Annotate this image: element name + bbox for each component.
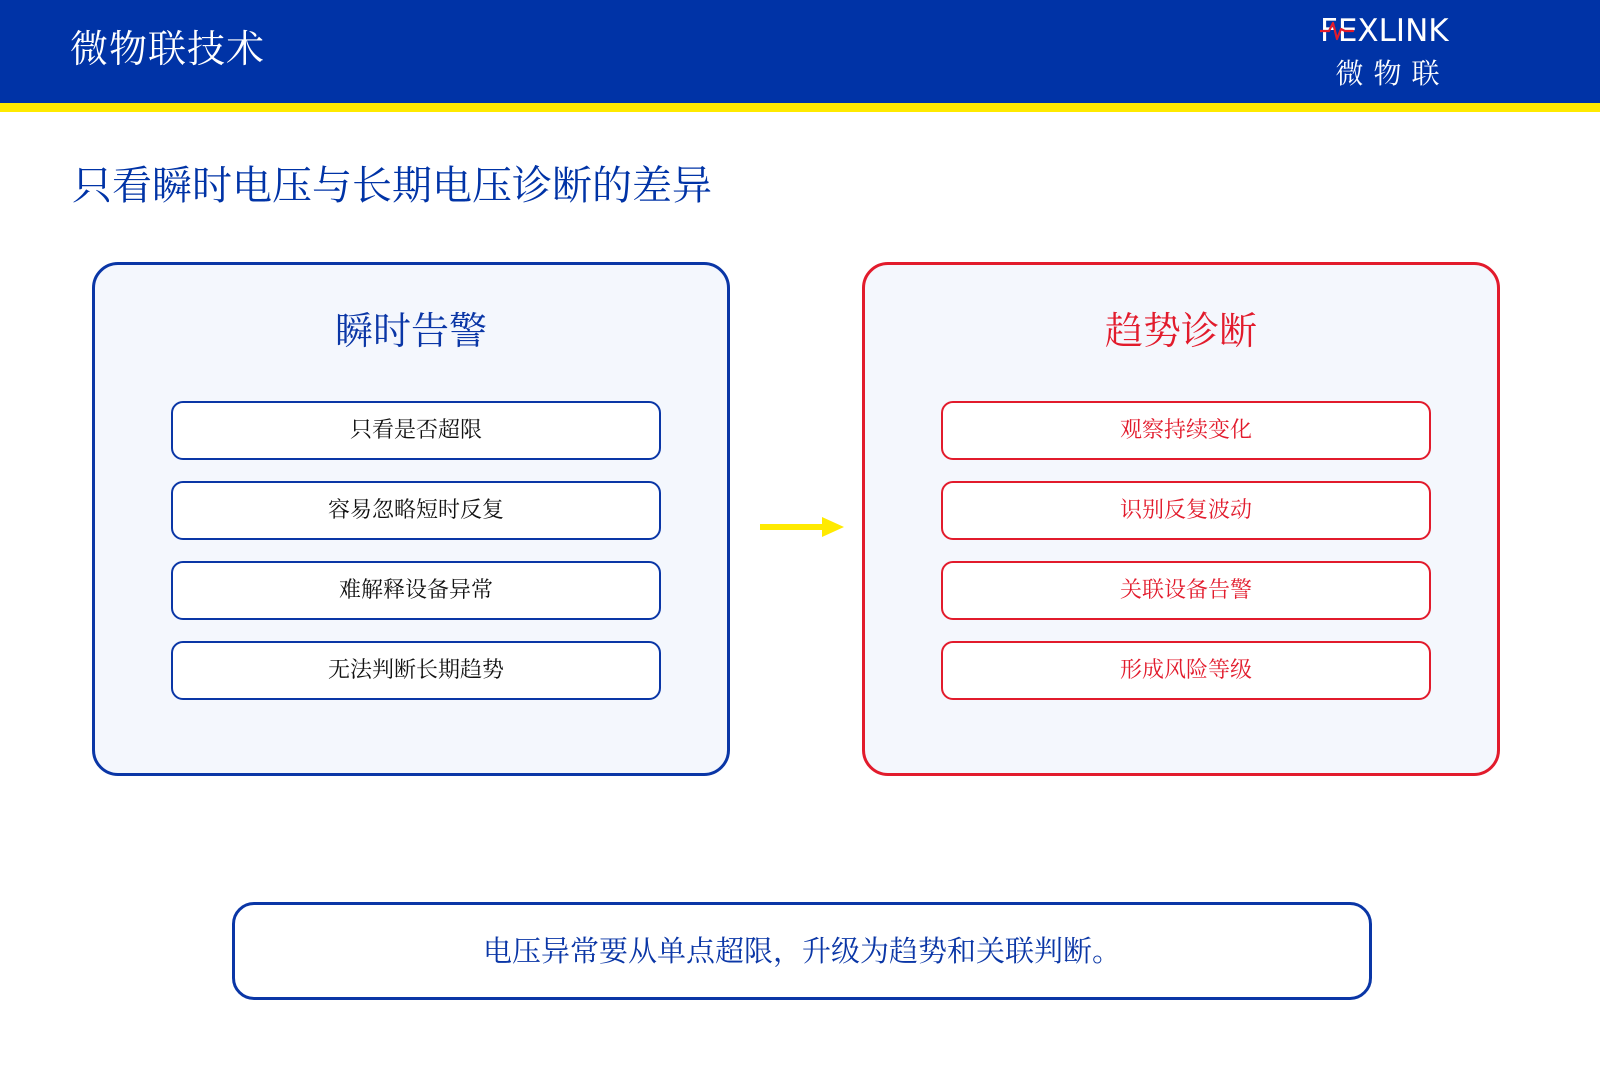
panel-title-instant-alarm: 瞬时告警 (334, 309, 487, 353)
header-title: 微物联技术 (70, 27, 266, 71)
summary-callout: 电压异常要从单点超限，升级为趋势和关联判断。 (232, 902, 1372, 1000)
page-title: 只看瞬时电压与长期电压诊断的差异 (72, 163, 712, 209)
instant-alarm-list (171, 401, 661, 721)
panel-title-trend-diagnosis: 趋势诊断 (1104, 309, 1257, 353)
trend-diagnosis-list (941, 401, 1431, 721)
brand-wordmark (1320, 10, 1490, 52)
arrow-right-icon (760, 514, 844, 540)
list-item: 识别反复波动 (941, 481, 1431, 540)
brand-wordmark-text: FEXLINK (1320, 13, 1449, 49)
list-item: 无法判断长期趋势 (171, 641, 661, 700)
brand-logo (1320, 10, 1490, 100)
list-item: 容易忽略短时反复 (171, 481, 661, 540)
brand-subtitle: 微物联 (1335, 57, 1450, 90)
trend-diagnosis-panel (862, 262, 1500, 776)
list-item: 观察持续变化 (941, 401, 1431, 460)
list-item: 形成风险等级 (941, 641, 1431, 700)
list-item: 只看是否超限 (171, 401, 661, 460)
instant-alarm-panel (92, 262, 730, 776)
top-header-bar (0, 0, 1600, 103)
list-item: 难解释设备异常 (171, 561, 661, 620)
header-accent-stripe (0, 103, 1600, 112)
list-item: 关联设备告警 (941, 561, 1431, 620)
